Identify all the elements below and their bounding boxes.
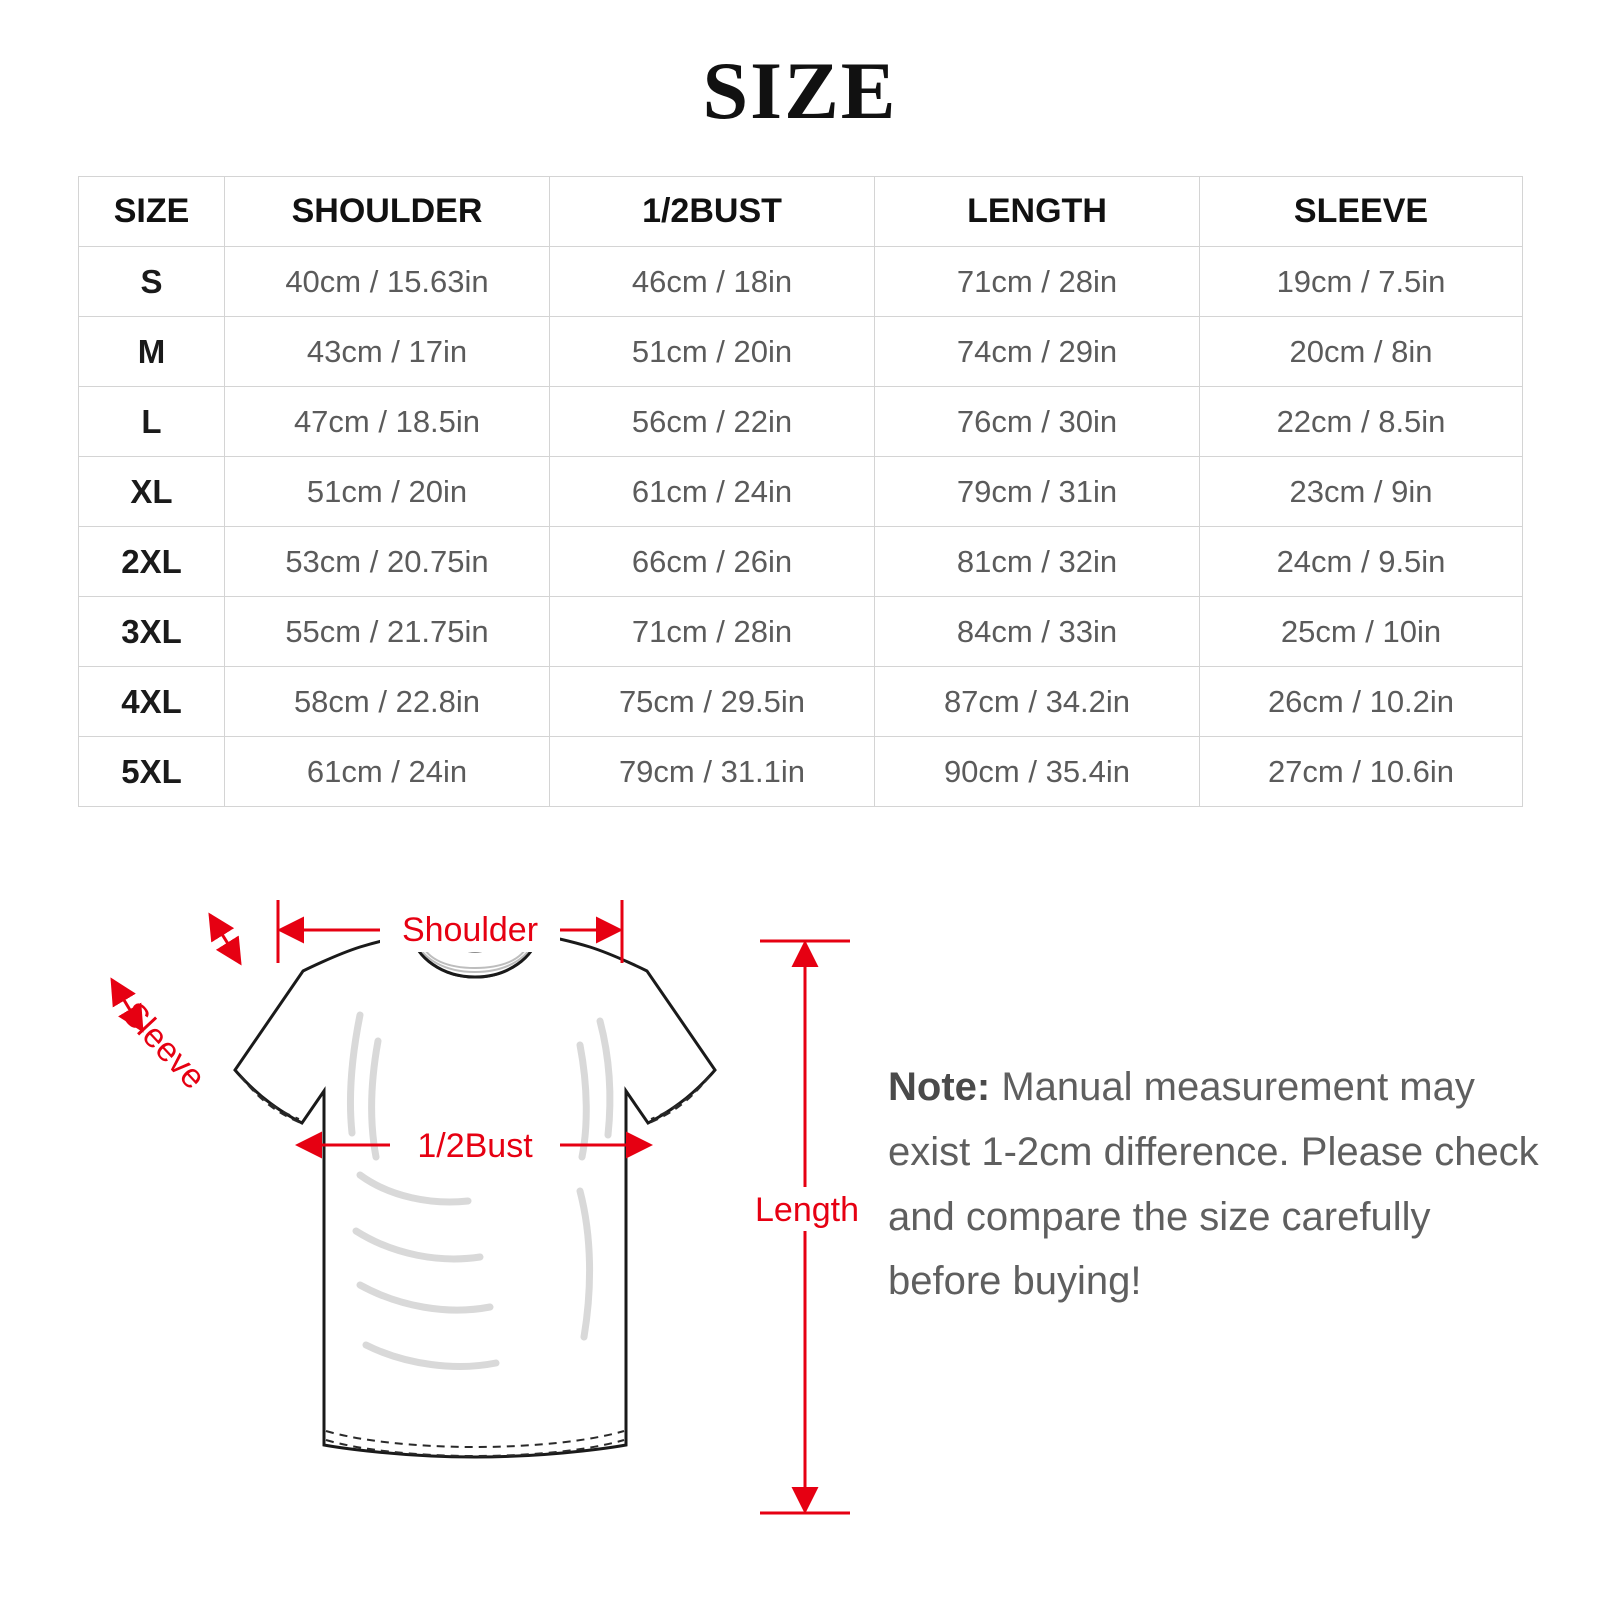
column-header-shoulder: SHOULDER (225, 177, 550, 247)
tshirt-measurement-diagram (60, 845, 880, 1565)
cell-size: XL (79, 457, 225, 527)
table-row (79, 387, 1523, 457)
cell-size: 3XL (79, 597, 225, 667)
cell-sleeve: 20cm / 8in (1200, 317, 1523, 387)
table-row (79, 737, 1523, 807)
cell-size: 4XL (79, 667, 225, 737)
column-header-size: SIZE (79, 177, 225, 247)
cell-shoulder: 53cm / 20.75in (225, 527, 550, 597)
table-row (79, 527, 1523, 597)
cell-sleeve: 27cm / 10.6in (1200, 737, 1523, 807)
cell-size: 2XL (79, 527, 225, 597)
cell-length: 79cm / 31in (875, 457, 1200, 527)
bust-label: 1/2Bust (417, 1127, 533, 1165)
cell-length: 74cm / 29in (875, 317, 1200, 387)
table-row (79, 317, 1523, 387)
cell-sleeve: 24cm / 9.5in (1200, 527, 1523, 597)
cell-size: S (79, 247, 225, 317)
cell-length: 90cm / 35.4in (875, 737, 1200, 807)
cell-bust: 71cm / 28in (550, 597, 875, 667)
size-chart-table (78, 176, 1523, 807)
cell-sleeve: 23cm / 9in (1200, 457, 1523, 527)
table-row (79, 457, 1523, 527)
cell-bust: 79cm / 31.1in (550, 737, 875, 807)
page-title: SIZE (702, 45, 898, 136)
table-header-row (79, 177, 1523, 247)
cell-sleeve: 26cm / 10.2in (1200, 667, 1523, 737)
column-header-bust: 1/2BUST (550, 177, 875, 247)
cell-bust: 75cm / 29.5in (550, 667, 875, 737)
cell-sleeve: 25cm / 10in (1200, 597, 1523, 667)
cell-shoulder: 55cm / 21.75in (225, 597, 550, 667)
table-row (79, 247, 1523, 317)
cell-bust: 51cm / 20in (550, 317, 875, 387)
table-row (79, 667, 1523, 737)
tshirt-illustration (235, 924, 715, 1457)
cell-length: 87cm / 34.2in (875, 667, 1200, 737)
cell-shoulder: 43cm / 17in (225, 317, 550, 387)
length-label: Length (755, 1191, 859, 1229)
column-header-sleeve: SLEEVE (1200, 177, 1523, 247)
cell-bust: 66cm / 26in (550, 527, 875, 597)
shoulder-label: Shoulder (401, 911, 539, 949)
table-row (79, 597, 1523, 667)
cell-shoulder: 61cm / 24in (225, 737, 550, 807)
cell-length: 76cm / 30in (875, 387, 1200, 457)
note-label: Note: (888, 1065, 991, 1109)
sleeve-label: Sleeve (114, 994, 213, 1097)
cell-shoulder: 47cm / 18.5in (225, 387, 550, 457)
note-block (888, 1055, 1548, 1314)
cell-length: 84cm / 33in (875, 597, 1200, 667)
cell-length: 71cm / 28in (875, 247, 1200, 317)
cell-sleeve: 22cm / 8.5in (1200, 387, 1523, 457)
cell-bust: 61cm / 24in (550, 457, 875, 527)
cell-shoulder: 51cm / 20in (225, 457, 550, 527)
note-text: Manual measurement may exist 1-2cm difference. Please check and compare the size carefully before buying! (888, 1065, 1539, 1304)
cell-shoulder: 40cm / 15.63in (225, 247, 550, 317)
cell-length: 81cm / 32in (875, 527, 1200, 597)
column-header-length: LENGTH (875, 177, 1200, 247)
cell-size: M (79, 317, 225, 387)
cell-bust: 56cm / 22in (550, 387, 875, 457)
cell-bust: 46cm / 18in (550, 247, 875, 317)
cell-sleeve: 19cm / 7.5in (1200, 247, 1523, 317)
cell-size: 5XL (79, 737, 225, 807)
cell-shoulder: 58cm / 22.8in (225, 667, 550, 737)
cell-size: L (79, 387, 225, 457)
